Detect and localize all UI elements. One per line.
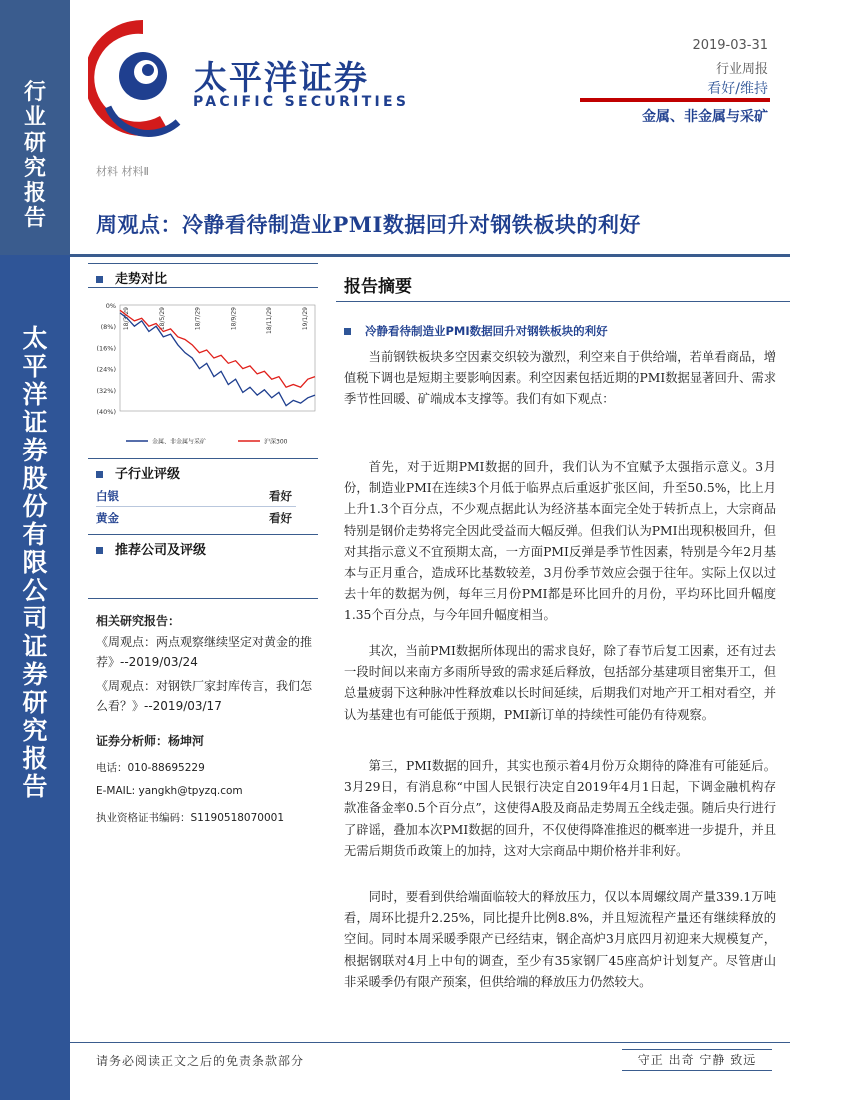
sidebar-company-char: 股	[22, 464, 48, 493]
sidebar-company-char: 份	[22, 492, 48, 521]
bullet-square-icon	[344, 328, 351, 335]
chart-plot-area	[120, 305, 315, 411]
breadcrumb: 材料 材料Ⅱ	[96, 165, 149, 178]
footer-disclaimer: 请务必阅读正文之后的免责条款部分	[96, 1054, 305, 1068]
sidebar-category-char: 告	[23, 205, 46, 232]
sidebar-category-char: 究	[23, 154, 46, 181]
sidebar-company-char: 平	[22, 352, 48, 381]
y-tick-label: (40%)	[96, 408, 116, 416]
sub-industry-rating-heading: 子行业评级	[96, 463, 180, 482]
sidebar-company-char: 有	[22, 520, 48, 549]
divider	[88, 263, 318, 264]
title-divider	[70, 254, 790, 257]
y-tick-label: (24%)	[96, 365, 116, 374]
summary-paragraph: 当前钢铁板块多空因素交织较为激烈，利空来自于供给端，若单看商品，增值税下调也是短期主要影响因素。利空因素包括近期的PMI数据显著回升、需求季节性回暖、矿端成本支撑等。我们有如下观点：	[344, 350, 776, 407]
legend-label: 沪深300	[264, 438, 288, 446]
related-report-link[interactable]: 《周观点：两点观察继续坚定对黄金的推荐》--2019/03/24	[96, 635, 313, 669]
sidebar-company-char: 告	[22, 772, 48, 801]
sidebar-company-label	[0, 325, 70, 801]
summary-paragraph: 其次，当前PMI数据所体现出的需求良好，除了春节后复工因素，还有过去一段时间以来南方多雨所导致的需求延后释放，包括部分基建项目密集开工，但总量疲弱下这种脉冲性释放难以长时间延续，后期我们对地产开工相对看空，并认为基建也有可能低于预期，PMI新订单的持续性可能仍有待观察。	[344, 644, 776, 722]
sidebar-company-char: 证	[22, 408, 48, 437]
sub-industry-rating: 看好	[188, 485, 296, 507]
sidebar-company-char: 洋	[22, 380, 48, 409]
analyst-email[interactable]: E-MAIL: yangkh@tpyzq.com	[96, 785, 243, 797]
sidebar-category-char: 报	[23, 180, 46, 207]
footer-divider	[70, 1042, 790, 1043]
x-tick-label: 18/11/29	[266, 307, 274, 334]
sidebar-company-char: 究	[22, 716, 48, 745]
bullet-square-icon	[96, 547, 103, 554]
report-title: 周观点：冷静看待制造业PMI数据回升对钢铁板块的利好	[96, 212, 641, 237]
logo-name-cn: 太平洋证券	[194, 58, 369, 97]
summary-paragraph: 首先，对于近期PMI数据的回升，我们认为不宜赋予太强指示意义。3月份，制造业PMI在连续3个月低于临界点后重返扩张区间，升至50.5%，比上月上升1.3个百分点，不少观点据此认为经济基本面完全处于转折点上，大宗商品特别是钢价走势将完全因此受益而大幅反弹。但我们认为PMI出现积极回升，但对其指示意义不宜预期太高，一方面PMI反弹是季节性因素，特别是今年2月基本与正月重合，造成环比基数较差，3月份季节效应会强于往年。实际上仅以过去十年的数据为例，每年三月份PMI都是环比回升的月份，平均环比回升幅度1.35个百分点，与今年回升幅度相当。	[344, 460, 776, 623]
related-report-link[interactable]: 《周观点：对钢铁厂家封库传言，我们怎么看？》--2019/03/17	[96, 679, 313, 713]
divider	[88, 287, 318, 288]
sidebar-company-char: 限	[22, 548, 48, 577]
sub-industry-rating: 看好	[269, 510, 292, 525]
series-line-0	[120, 313, 315, 406]
y-tick-label: (16%)	[96, 344, 116, 353]
sub-industry-name: 黄金	[96, 510, 119, 525]
divider	[88, 598, 318, 599]
divider	[88, 458, 318, 459]
trend-chart	[88, 295, 320, 455]
bullet-square-icon	[96, 276, 103, 283]
report-date: 2019-03-31	[692, 38, 768, 53]
sidebar-category-char: 研	[23, 129, 46, 156]
sidebar-company-char: 司	[22, 604, 48, 633]
footer-motto: 守正 出奇 宁静 致远	[622, 1049, 772, 1071]
summary-subheading: 冷静看待制造业PMI数据回升对钢铁板块的利好	[344, 323, 608, 339]
industry-sector: 金属、非金属与采矿	[642, 109, 768, 125]
report-type: 行业周报	[715, 62, 768, 77]
sidebar-company-char: 公	[22, 576, 48, 605]
industry-rating: 看好/维持	[707, 81, 768, 97]
recommended-companies-heading: 推荐公司及评级	[96, 539, 206, 558]
y-tick-label: (32%)	[96, 386, 116, 395]
sidebar-company-char: 券	[22, 436, 48, 465]
x-tick-label: 18/9/29	[230, 307, 238, 331]
header-accent-line	[580, 98, 770, 102]
summary-divider	[336, 301, 790, 302]
sub-industry-rating-table	[96, 485, 296, 528]
logo-name-en: PACIFIC SECURITIES	[193, 94, 410, 110]
summary-paragraph: 同时，要看到供给端面临较大的释放压力，仅以本周螺纹周产量339.1万吨看，周环比提升2.25%，同比提升比例8.8%，并且短流程产量还有继续释放的空间。同时本周采暖季限产已经结束，钢企高炉3月底四月初迎来大规模复产，根据钢联对4月上中旬的调查，至少有35家钢厂45座高炉计划复产。尽管唐山非采暖季仍有限产预案，但供给端的释放压力仍然较大。	[344, 890, 776, 989]
x-tick-label: 18/3/29	[123, 307, 130, 331]
analyst-certificate: 执业资格证书编码：S1190518070001	[96, 812, 285, 824]
summary-paragraph: 第三，PMI数据的回升，其实也预示着4月份万众期待的降准有可能延后。3月29日，有消息称“中国人民银行决定自2019年4月1日起，下调金融机构存款准备金率0.5个百分点”，这使得A股及商品走势周五全线走强。随后央行进行了辟谣，叠加本次PMI数据的回升，不仅使得降准推迟的概率进一步提升，并且无需后期货币政策上的加持，这对大宗商品中期价格并非利好。	[344, 759, 776, 858]
sidebar-company-char: 研	[22, 688, 48, 717]
sub-industry-name: 白银	[96, 485, 188, 507]
series-line-1	[120, 310, 315, 387]
x-tick-label: 18/7/29	[194, 307, 202, 331]
y-tick-label: 0%	[105, 302, 116, 310]
sidebar-company-char: 太	[22, 324, 48, 353]
sidebar-category-char: 行	[23, 79, 46, 105]
sidebar-company-char: 券	[22, 660, 48, 689]
trend-heading: 走势对比	[96, 268, 167, 287]
related-reports-heading: 相关研究报告：	[96, 614, 181, 628]
sidebar-category-label	[0, 80, 70, 232]
legend-label: 金属、非金属与采矿	[152, 438, 207, 446]
bullet-square-icon	[96, 471, 103, 478]
table-row	[96, 485, 296, 507]
sidebar-category-char: 业	[23, 104, 46, 131]
y-tick-label: (8%)	[100, 323, 116, 332]
analyst-phone: 电话：010-88695229	[96, 762, 205, 774]
sidebar-company-char: 证	[22, 632, 48, 661]
x-tick-label: 19/1/29	[302, 307, 309, 331]
x-tick-label: 18/5/29	[158, 307, 166, 331]
sidebar-company-char: 报	[22, 744, 48, 773]
analyst-name: 证券分析师：杨坤河	[96, 734, 205, 748]
table-row	[96, 507, 296, 529]
summary-title: 报告摘要	[344, 277, 412, 297]
divider	[88, 534, 318, 535]
